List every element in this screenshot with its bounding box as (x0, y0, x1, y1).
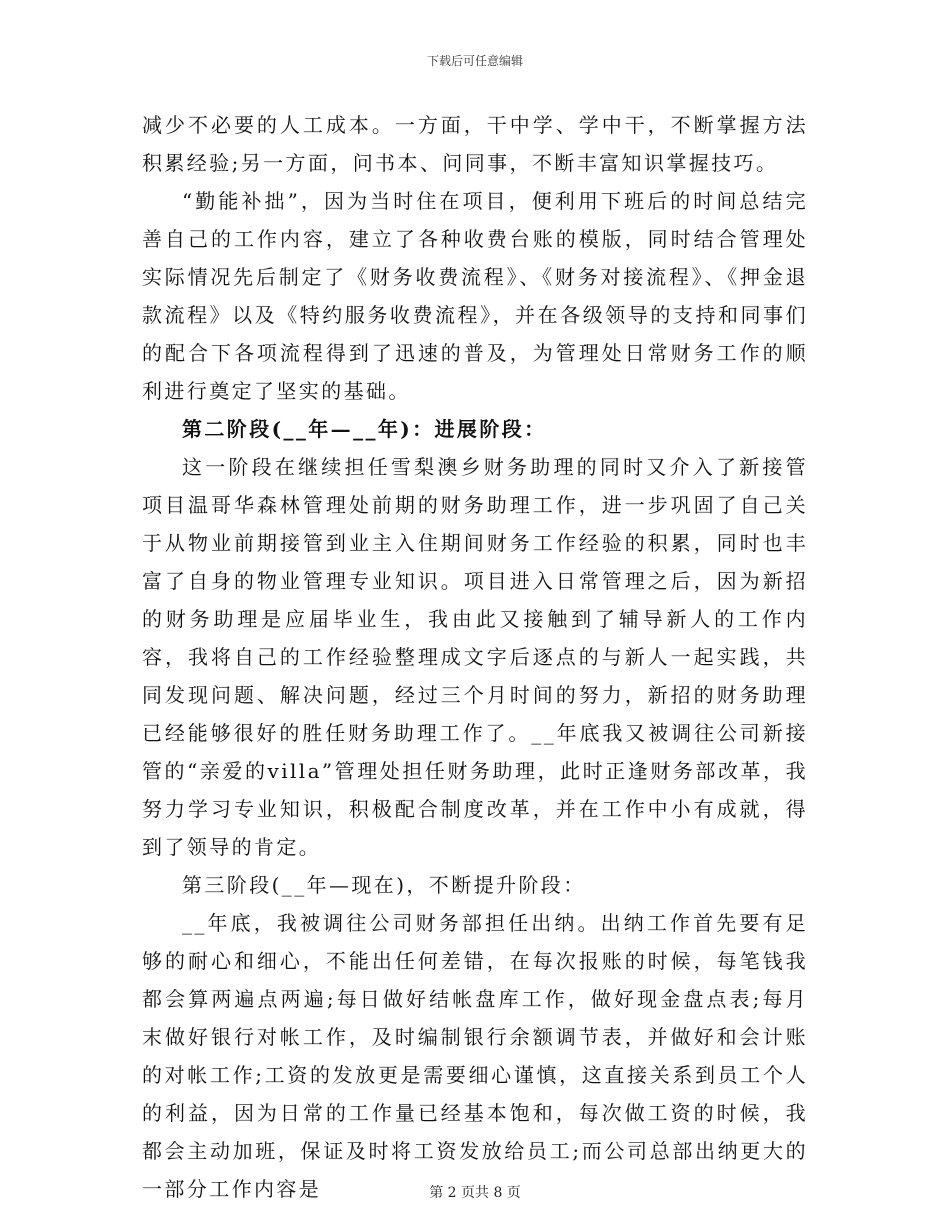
page-header: 下载后可任意编辑 (426, 54, 523, 68)
paragraph-stage-three: __年底，我被调往公司财务部担任出纳。出纳工作首先要有足够的耐心和细心，不能出任何差错，在每次报账的时候，每笔钱我都会算两遍点两遍;每日做好结帐盘库工作，做好现金盘点表;每月末做好银行对帐工作，及时编制银行余额调节表，并做好和会计账的对帐工作;工资的发放更是需要细心谨慎，这直接关系到员工个人的利益，因为日常的工作量已经基本饱和，每次做工资的时候，我都会主动加班，保证及时将工资发放给员工;而公司总部出纳更大的一部分工作内容是 (142, 911, 808, 1201)
document-body (142, 106, 808, 1208)
section-heading-stage-three: 第三阶段(__年—现在)，不断提升阶段： (182, 873, 586, 897)
page-number-footer: 第 2 页共 8 页 (429, 1185, 521, 1201)
paragraph-stage-two: 这一阶段在继续担任雪梨澳乡财务助理的同时又介入了新接管项目温哥华森林管理处前期的财务助理工作，进一步巩固了自己关于从物业前期接管到业主入住期间财务工作经验的积累，同时也丰富了自身的物业管理专业知识。项目进入日常管理之后，因为新招的财务助理是应届毕业生，我由此又接触到了辅导新人的工作内容，我将自己的工作经验整理成文字后逐点的与新人一起实践，共同发现问题、解决问题，经过三个月时间的努力，新招的财务助理已经能够很好的胜任财务助理工作了。__年底我又被调往公司新接管的“亲爱的villa”管理处担任财务助理，此时正逢财务部改革，我努力学习专业知识，积极配合制度改革，并在工作中小有成就，得到了领导的肯定。 (142, 455, 808, 859)
section-heading-stage-two: 第二阶段(__年—__年)：进展阶段： (182, 417, 547, 441)
paragraph-diligence: “勤能补拙”，因为当时住在项目，便利用下班后的时间总结完善自己的工作内容，建立了各种收费台账的模版，同时结合管理处实际情况先后制定了《财务收费流程》、《财务对接流程》、《押金退款流程》以及《特约服务收费流程》，并在各级领导的支持和同事们的配合下各项流程得到了迅速的普及，为管理处日常财务工作的顺利进行奠定了坚实的基础。 (142, 189, 808, 403)
paragraph-continuation: 减少不必要的人工成本。一方面，干中学、学中干，不断掌握方法积累经验;另一方面，问书本、问同事，不断丰富知识掌握技巧。 (142, 113, 808, 175)
